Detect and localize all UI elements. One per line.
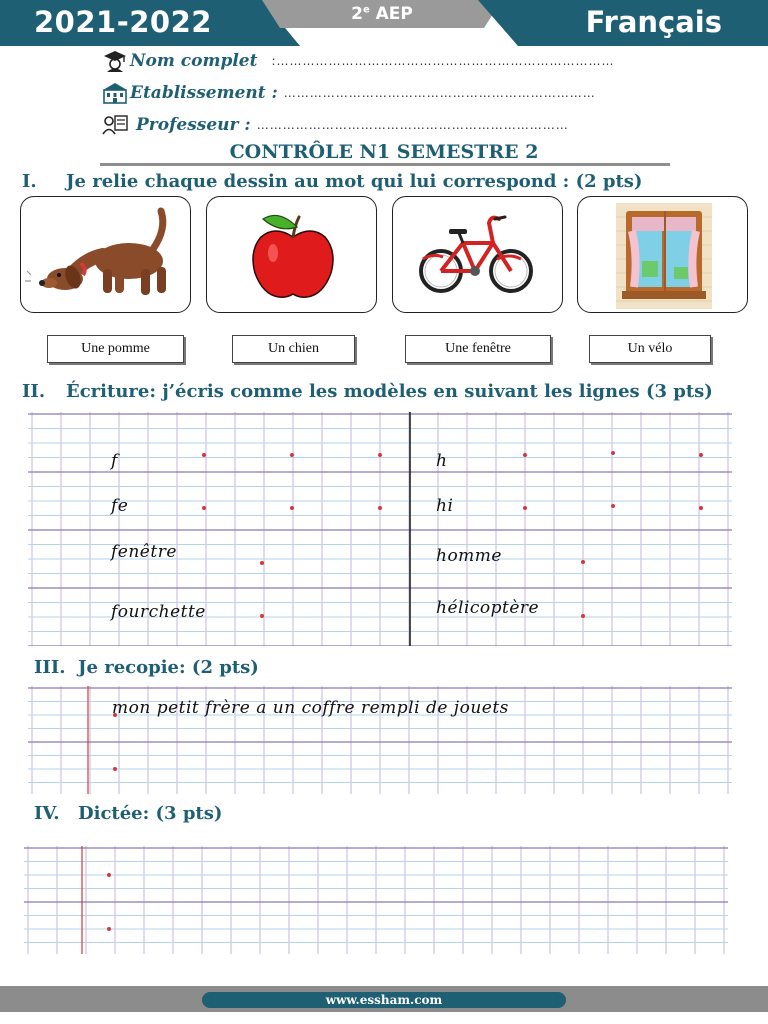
start-dot	[107, 927, 111, 931]
model-right-1: h	[436, 451, 448, 471]
section-4-text: Dictée: (3 pts)	[78, 803, 223, 824]
section-1-heading	[22, 171, 642, 192]
school-field[interactable]	[100, 80, 676, 106]
school-building-icon	[100, 80, 130, 106]
section-3-heading	[34, 657, 259, 678]
guide-dot	[378, 506, 382, 510]
guide-dot	[523, 453, 527, 457]
word-box-une-pomme[interactable]: Une pomme	[47, 335, 184, 363]
ruled-lines	[24, 846, 728, 954]
guide-dot	[523, 506, 527, 510]
model-right-2: hi	[436, 496, 454, 516]
section-3-number: III.	[34, 657, 66, 678]
section-2-heading	[22, 381, 713, 402]
copy-model-sentence: mon petit frère a un coffre rempli de jouets	[112, 698, 509, 718]
teacher-blank[interactable]: ………………………………………………………………	[256, 118, 569, 132]
header-bar	[0, 0, 768, 46]
name-label: Nom complet	[130, 51, 258, 71]
word-box-un-velo[interactable]: Un vélo	[589, 335, 711, 363]
name-blank[interactable]: :……………………………………………………………………	[271, 54, 615, 68]
section-2-number: II.	[22, 381, 46, 402]
subject-title: Français	[585, 5, 722, 39]
model-right-3: homme	[436, 546, 502, 566]
guide-dot	[378, 453, 382, 457]
section-1-number: I.	[22, 171, 37, 192]
guide-dot	[290, 453, 294, 457]
picture-card-window[interactable]	[577, 196, 748, 313]
writing-area-dictation[interactable]	[24, 846, 728, 954]
teacher-field[interactable]	[100, 112, 667, 138]
model-left-3: fenêtre	[111, 542, 177, 562]
guide-dot	[611, 451, 615, 455]
writing-area-models[interactable]	[28, 412, 732, 646]
guide-dot	[202, 453, 206, 457]
model-left-4: fourchette	[111, 602, 206, 622]
start-dot	[113, 767, 117, 771]
section-4-heading	[34, 803, 222, 824]
guide-dot	[581, 614, 585, 618]
guide-dot	[202, 506, 206, 510]
section-2-text: Écriture: j’écris comme les modèles en suivant les lignes (3 pts)	[66, 381, 713, 402]
name-field[interactable]	[100, 48, 671, 74]
school-blank[interactable]: ………………………………………………………………	[283, 86, 596, 100]
graduate-icon	[100, 48, 130, 74]
exam-title: CONTRÔLE N1 SEMESTRE 2	[229, 141, 539, 163]
start-dot	[107, 873, 111, 877]
section-3-text: Je recopie: (2 pts)	[78, 657, 259, 678]
guide-dot	[260, 561, 264, 565]
picture-card-bicycle[interactable]	[392, 196, 563, 313]
guide-dot	[290, 506, 294, 510]
guide-dot	[581, 560, 585, 564]
window-icon	[578, 197, 748, 313]
guide-dot	[611, 504, 615, 508]
bicycle-icon	[393, 197, 563, 313]
school-label: Etablissement :	[130, 83, 278, 103]
dog-icon	[21, 197, 191, 313]
title-underline	[100, 163, 670, 166]
model-right-4: hélicoptère	[436, 598, 540, 618]
teacher-icon	[100, 112, 130, 138]
picture-card-dog[interactable]	[20, 196, 191, 313]
footer-website[interactable]: www.essham.com	[202, 992, 566, 1008]
teacher-label: Professeur :	[136, 115, 251, 135]
guide-dot	[699, 453, 703, 457]
guide-dot	[260, 614, 264, 618]
guide-dot	[699, 506, 703, 510]
word-box-un-chien[interactable]: Un chien	[232, 335, 355, 363]
picture-card-apple[interactable]	[206, 196, 377, 313]
section-1-text: Je relie chaque dessin au mot qui lui correspond : (2 pts)	[66, 171, 643, 192]
word-box-une-fenetre[interactable]: Une fenêtre	[405, 335, 551, 363]
section-4-number: IV.	[34, 803, 60, 824]
school-year: 2021-2022	[34, 5, 212, 39]
model-left-2: fe	[111, 496, 129, 516]
apple-icon	[207, 197, 377, 313]
writing-area-copy[interactable]	[28, 686, 732, 794]
model-left-1: f	[111, 451, 118, 471]
grade-level: 2e AEP	[351, 4, 413, 24]
